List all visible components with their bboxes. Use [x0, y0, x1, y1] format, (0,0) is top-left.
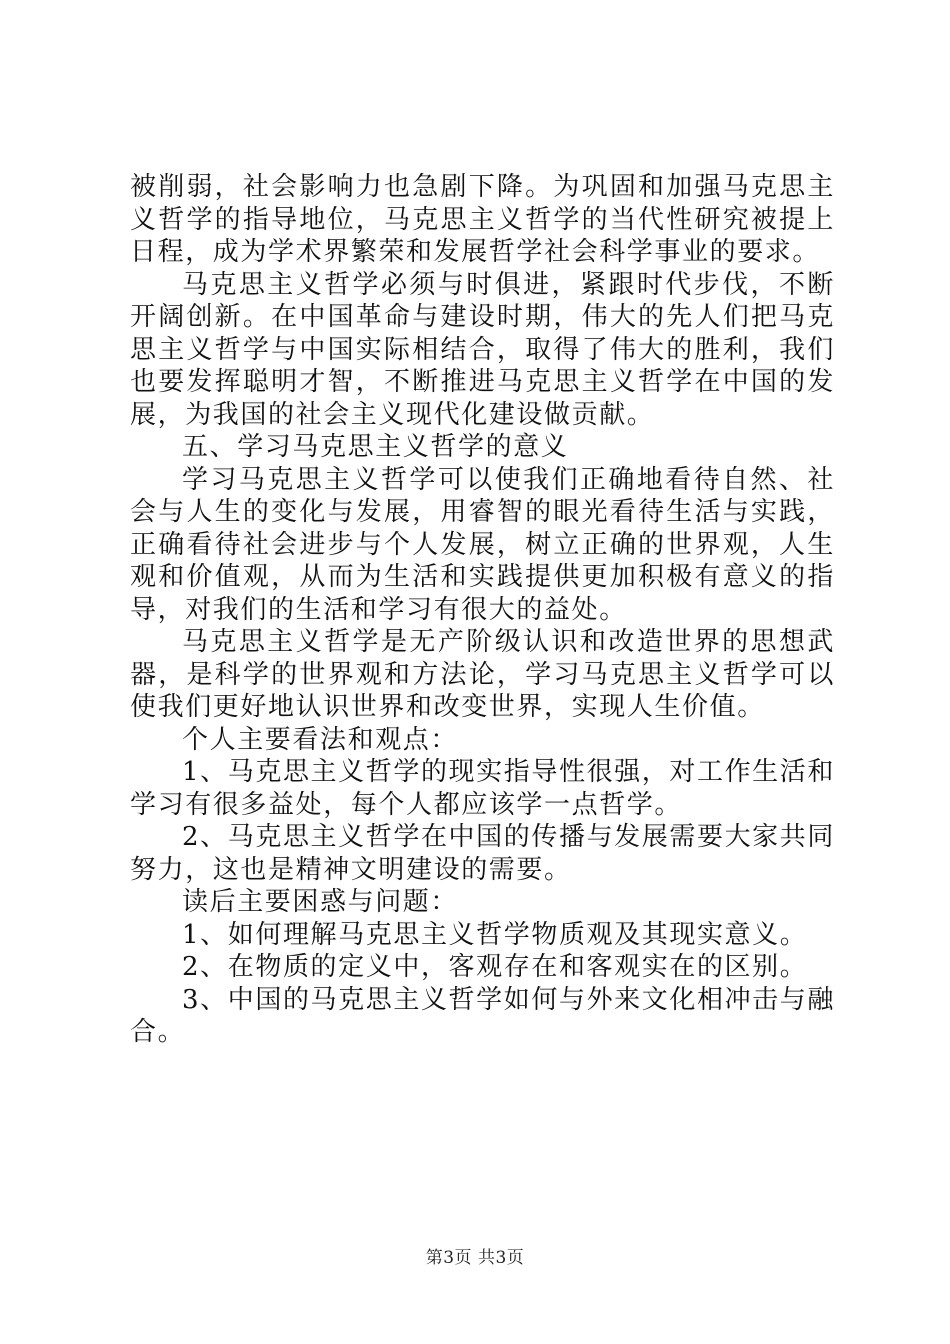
- paragraph-innovation: 马克思主义哲学必须与时俱进，紧跟时代步伐，不断开阔创新。在中国革命与建设时期，伟大的先人们把马克思主义哲学与中国实际相结合，取得了伟大的胜利，我们也要发挥聪明才智，不断推进马克思主义哲学在中国的发展，为我国的社会主义现代化建设做贡献。: [130, 269, 835, 430]
- page-footer: 第3页 共3页: [425, 1248, 525, 1268]
- paragraph-continued: 被削弱，社会影响力也急剧下降。为巩固和加强马克思主义哲学的指导地位，马克思主义哲学的当代性研究被提上日程，成为学术界繁荣和发展哲学社会科学事业的要求。: [130, 172, 835, 267]
- section-heading-significance: 五、学习马克思主义哲学的意义: [182, 432, 569, 462]
- paragraph-significance: 学习马克思主义哲学可以使我们正确地看待自然、社会与人生的变化与发展，用睿智的眼光看待生活与实践，正确看待社会进步与个人发展，树立正确的世界观，人生观和价值观，从而为生活和实践提供更加积极有意义的指导，对我们的生活和学习有很大的益处。: [130, 464, 835, 625]
- list-item-view-1: 1、马克思主义哲学的现实指导性很强，对工作生活和学习有很多益处，每个人都应该学一点哲学。: [130, 757, 835, 820]
- list-item-question-3: 3、中国的马克思主义哲学如何与外来文化相冲击与融合。: [130, 984, 835, 1047]
- list-item-view-2: 2、马克思主义哲学在中国的传播与发展需要大家共同努力，这也是精神文明建设的需要。: [130, 822, 835, 885]
- list-item-question-1: 1、如何理解马克思主义哲学物质观及其现实意义。: [182, 919, 808, 950]
- heading-questions: 读后主要困惑与问题：: [182, 887, 459, 917]
- document-body: [130, 171, 835, 1049]
- paragraph-weapon: 马克思主义哲学是无产阶级认识和改造世界的思想武器，是科学的世界观和方法论，学习马克思主义哲学可以使我们更好地认识世界和改变世界，实现人生价值。: [130, 627, 835, 722]
- list-item-question-2: 2、在物质的定义中，客观存在和客观实在的区别。: [182, 952, 808, 982]
- heading-personal-views: 个人主要看法和观点：: [182, 724, 459, 755]
